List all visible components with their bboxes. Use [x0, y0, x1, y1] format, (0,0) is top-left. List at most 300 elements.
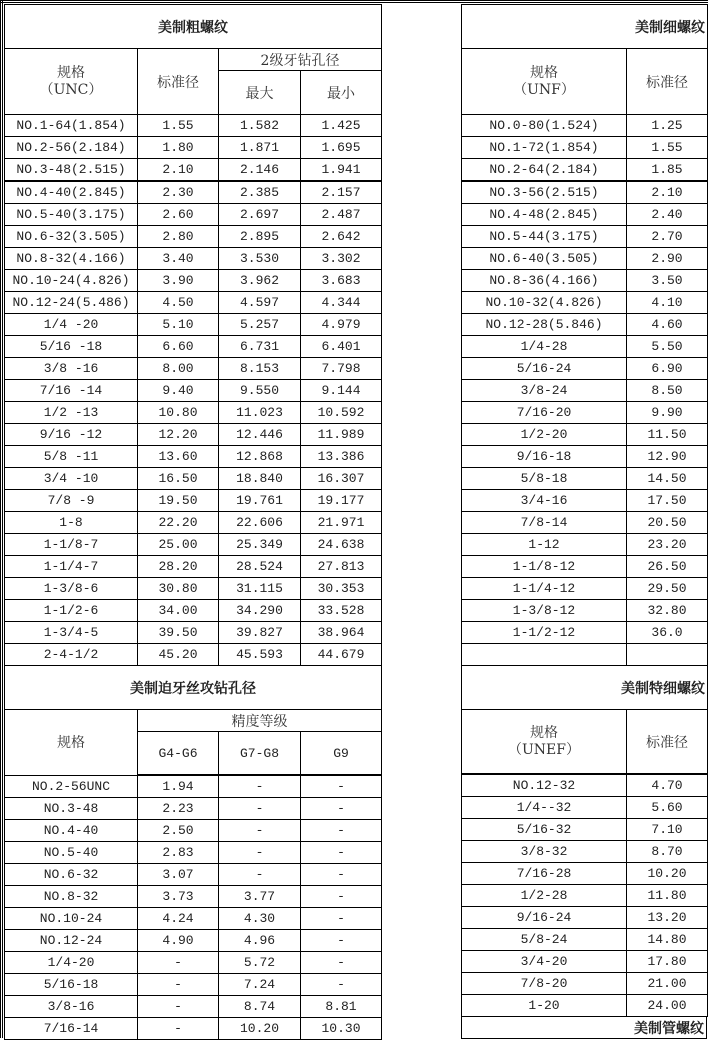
unf-table-row [462, 137, 708, 159]
unef-cell: 1/2-28 [462, 885, 627, 907]
unf-cell: NO.3-56(2.515) [462, 181, 627, 204]
tap-cell: 3.73 [138, 886, 219, 908]
tap-cell: 1/4-20 [5, 952, 138, 974]
unf-cell: NO.5-44(3.175) [462, 226, 627, 248]
unc-cell: 1-3/4-5 [5, 622, 138, 644]
unef-cell: 1/4--32 [462, 797, 627, 819]
unc-max-header: 最大 [219, 71, 301, 115]
unf-cell: 1-1/8-12 [462, 556, 627, 578]
unf-cell: 17.50 [627, 490, 708, 512]
unf-table-row [462, 226, 708, 248]
tap-table-row [5, 974, 382, 996]
unc-cell: 1-8 [5, 512, 138, 534]
unef-table-row [462, 951, 708, 973]
unc-cell: 2.80 [138, 226, 219, 248]
unf-cell: 29.50 [627, 578, 708, 600]
unc-cell: 1-1/4-7 [5, 556, 138, 578]
unc-cell: 2.642 [301, 226, 382, 248]
tap-cell: - [301, 952, 382, 974]
unef-cell: 3/8-32 [462, 841, 627, 863]
tap-cell: NO.12-24 [5, 930, 138, 952]
unc-cell: NO.8-32(4.166) [5, 248, 138, 270]
unc-cell: 1.871 [219, 137, 301, 159]
tap-cell: - [301, 775, 382, 798]
tap-cell: - [219, 864, 301, 886]
unc-cell: 3/8 -16 [5, 358, 138, 380]
tap-cell: 10.20 [219, 1018, 301, 1040]
unc-cell: 4.979 [301, 314, 382, 336]
tap-cell: 2.23 [138, 798, 219, 820]
unc-cell: NO.1-64(1.854) [5, 115, 138, 137]
unc-cell: 30.80 [138, 578, 219, 600]
tap-grade-header: 精度等级 [138, 710, 382, 732]
unf-cell [462, 644, 627, 666]
tap-cell: 3/8-16 [5, 996, 138, 1018]
unf-cell: 1.25 [627, 115, 708, 137]
unf-table-row [462, 358, 708, 380]
unc-cell: 34.00 [138, 600, 219, 622]
unc-cell: 3.90 [138, 270, 219, 292]
tap-table-row [5, 886, 382, 908]
unef-table-row [462, 841, 708, 863]
unf-cell: 4.10 [627, 292, 708, 314]
tap-cell: 7/16-14 [5, 1018, 138, 1040]
unf-table [461, 4, 708, 666]
unef-table-row [462, 863, 708, 885]
unf-table-row [462, 512, 708, 534]
unc-table-row [5, 292, 382, 314]
tap-cell: 3.77 [219, 886, 301, 908]
unf-cell: 1-3/8-12 [462, 600, 627, 622]
unef-cell: NO.12-32 [462, 774, 627, 797]
tap-g9-header: G9 [301, 732, 382, 776]
unc-cell: 2.385 [219, 181, 301, 204]
unc-cell: 3/4 -10 [5, 468, 138, 490]
unc-table-row [5, 600, 382, 622]
tap-cell: - [138, 974, 219, 996]
unf-table-row [462, 424, 708, 446]
tap-table-row [5, 842, 382, 864]
unef-table-row [462, 929, 708, 951]
unef-table-row [462, 797, 708, 819]
unf-cell: 2.90 [627, 248, 708, 270]
tap-cell: NO.5-40 [5, 842, 138, 864]
unc-cell: 3.530 [219, 248, 301, 270]
unf-table-row [462, 204, 708, 226]
unf-table-row [462, 622, 708, 644]
tap-cell: - [301, 842, 382, 864]
tap-cell: 2.83 [138, 842, 219, 864]
unc-cell: 19.50 [138, 490, 219, 512]
unc-std-header: 标准径 [138, 49, 219, 115]
tap-cell: 1.94 [138, 775, 219, 798]
unc-table-row [5, 512, 382, 534]
unc-table-row [5, 578, 382, 600]
unf-cell: NO.8-36(4.166) [462, 270, 627, 292]
unc-title: 美制粗螺纹 [5, 5, 382, 49]
unc-cell: NO.3-48(2.515) [5, 159, 138, 182]
unc-table-row [5, 380, 382, 402]
unef-table-row [462, 973, 708, 995]
unef-cell: 3/4-20 [462, 951, 627, 973]
unf-table-row [462, 402, 708, 424]
unf-table-row [462, 270, 708, 292]
unf-table-block [461, 4, 708, 1039]
unc-cell: 19.177 [301, 490, 382, 512]
unc-cell: 2.895 [219, 226, 301, 248]
unf-cell: 9.90 [627, 402, 708, 424]
unc-cell: 45.20 [138, 644, 219, 666]
unc-table-row [5, 468, 382, 490]
tap-cell: - [219, 842, 301, 864]
unc-cell: 5.10 [138, 314, 219, 336]
unf-table-row [462, 115, 708, 137]
unc-cell: 39.827 [219, 622, 301, 644]
unf-table-row [462, 534, 708, 556]
tap-cell: - [301, 798, 382, 820]
unf-cell: NO.6-40(3.505) [462, 248, 627, 270]
tap-table-row [5, 996, 382, 1018]
unc-cell: 33.528 [301, 600, 382, 622]
unc-cell: 7/8 -9 [5, 490, 138, 512]
tap-cell: NO.2-56UNC [5, 775, 138, 798]
unc-cell: 28.524 [219, 556, 301, 578]
tap-table [4, 665, 382, 1040]
tap-table-row [5, 798, 382, 820]
tap-cell: - [219, 798, 301, 820]
unf-cell [627, 644, 708, 666]
unc-cell: 30.353 [301, 578, 382, 600]
unef-spec-header: 规格 （UNEF） [462, 710, 627, 775]
tap-cell: 3.07 [138, 864, 219, 886]
unc-table-row [5, 358, 382, 380]
tap-cell: NO.4-40 [5, 820, 138, 842]
unf-cell: 36.0 [627, 622, 708, 644]
unf-cell: 3/4-16 [462, 490, 627, 512]
unef-cell: 5/16-32 [462, 819, 627, 841]
unc-cell: 12.20 [138, 424, 219, 446]
unc-cell: 22.20 [138, 512, 219, 534]
tap-cell: - [219, 820, 301, 842]
unc-table-row [5, 226, 382, 248]
unc-cell: 25.349 [219, 534, 301, 556]
pipe-table [461, 1016, 707, 1039]
tap-table-row [5, 864, 382, 886]
unc-cell: 1.80 [138, 137, 219, 159]
unf-cell: 1/4-28 [462, 336, 627, 358]
unc-cell: 28.20 [138, 556, 219, 578]
unc-table-row [5, 424, 382, 446]
unc-cell: 2.30 [138, 181, 219, 204]
unc-drill-header: 2级牙钻孔径 [219, 49, 382, 71]
unf-cell: 1-1/4-12 [462, 578, 627, 600]
unf-table-row [462, 446, 708, 468]
unc-cell: 6.60 [138, 336, 219, 358]
unc-cell: 21.971 [301, 512, 382, 534]
unc-cell: 9.550 [219, 380, 301, 402]
unc-cell: 13.60 [138, 446, 219, 468]
unc-cell: NO.6-32(3.505) [5, 226, 138, 248]
unc-cell: 2.697 [219, 204, 301, 226]
unc-cell: 3.40 [138, 248, 219, 270]
tap-cell: NO.8-32 [5, 886, 138, 908]
unf-cell: 14.50 [627, 468, 708, 490]
unc-cell: NO.5-40(3.175) [5, 204, 138, 226]
unf-table-row [462, 336, 708, 358]
unc-table-row [5, 270, 382, 292]
tap-cell: - [219, 775, 301, 798]
unc-cell: 5.257 [219, 314, 301, 336]
unef-cell: 14.80 [627, 929, 708, 951]
unc-table-row [5, 159, 382, 182]
tap-cell: - [301, 864, 382, 886]
tap-cell: 4.24 [138, 908, 219, 930]
unc-cell: 1-1/8-7 [5, 534, 138, 556]
unc-cell: 39.50 [138, 622, 219, 644]
unf-table-row [462, 490, 708, 512]
tap-g4-g6-header: G4-G6 [138, 732, 219, 776]
unc-cell: 11.989 [301, 424, 382, 446]
unef-cell: 5/8-24 [462, 929, 627, 951]
tap-cell: 10.30 [301, 1018, 382, 1040]
tap-cell: - [301, 930, 382, 952]
sheet-left-border [0, 0, 3, 1038]
unf-cell: 2.40 [627, 204, 708, 226]
unf-table-row [462, 248, 708, 270]
unc-cell: 34.290 [219, 600, 301, 622]
unf-cell: 32.80 [627, 600, 708, 622]
unf-cell: 2.10 [627, 181, 708, 204]
unf-cell: 11.50 [627, 424, 708, 446]
unc-cell: 5/8 -11 [5, 446, 138, 468]
unf-table-row [462, 600, 708, 622]
sheet-top-border [0, 0, 708, 3]
unf-cell: NO.2-64(2.184) [462, 159, 627, 182]
unc-table-row [5, 181, 382, 204]
tap-table-row [5, 930, 382, 952]
unf-cell: 1.55 [627, 137, 708, 159]
unc-cell: 16.50 [138, 468, 219, 490]
unef-cell: 13.20 [627, 907, 708, 929]
unc-cell: 1.582 [219, 115, 301, 137]
unc-table-row [5, 446, 382, 468]
unc-cell: 5/16 -18 [5, 336, 138, 358]
unf-cell: 1/2-20 [462, 424, 627, 446]
tap-cell: 4.30 [219, 908, 301, 930]
tap-cell: NO.6-32 [5, 864, 138, 886]
tap-table-row [5, 908, 382, 930]
unf-cell: 1-12 [462, 534, 627, 556]
unc-cell: 31.115 [219, 578, 301, 600]
unf-table-row [462, 644, 708, 666]
tap-cell: - [301, 886, 382, 908]
unf-table-row [462, 292, 708, 314]
unf-table-row [462, 556, 708, 578]
unc-cell: 7.798 [301, 358, 382, 380]
unc-cell: 4.344 [301, 292, 382, 314]
unc-table-row [5, 248, 382, 270]
unef-table-row [462, 995, 708, 1017]
unc-cell: 3.683 [301, 270, 382, 292]
unef-cell: 11.80 [627, 885, 708, 907]
unf-cell: 2.70 [627, 226, 708, 248]
unc-table-row [5, 204, 382, 226]
unc-cell: 3.302 [301, 248, 382, 270]
unc-cell: 1.425 [301, 115, 382, 137]
unc-cell: 8.153 [219, 358, 301, 380]
unef-std-header: 标准径 [627, 710, 708, 775]
unf-cell: 9/16-18 [462, 446, 627, 468]
unc-table-row [5, 137, 382, 159]
unf-cell: 23.20 [627, 534, 708, 556]
tap-table-row [5, 820, 382, 842]
tap-title: 美制迫牙丝攻钻孔径 [5, 666, 382, 710]
unf-cell: 8.50 [627, 380, 708, 402]
unc-table-row [5, 402, 382, 424]
unef-cell: 24.00 [627, 995, 708, 1017]
tap-table-row [5, 952, 382, 974]
tap-cell: NO.3-48 [5, 798, 138, 820]
unf-cell: 4.60 [627, 314, 708, 336]
unc-cell: 13.386 [301, 446, 382, 468]
tap-spec-header: 规格 [5, 710, 138, 776]
unef-cell: 17.80 [627, 951, 708, 973]
unef-table-row [462, 885, 708, 907]
unc-table-row [5, 534, 382, 556]
unf-cell: 1.85 [627, 159, 708, 182]
unc-table-row [5, 336, 382, 358]
unef-table-row [462, 774, 708, 797]
unc-cell: 9.144 [301, 380, 382, 402]
unc-cell: 18.840 [219, 468, 301, 490]
unc-cell: 7/16 -14 [5, 380, 138, 402]
unf-cell: NO.12-28(5.846) [462, 314, 627, 336]
unf-cell: 12.90 [627, 446, 708, 468]
unc-cell: 2.487 [301, 204, 382, 226]
unf-cell: 20.50 [627, 512, 708, 534]
unc-cell: 11.023 [219, 402, 301, 424]
tap-cell: - [138, 952, 219, 974]
unc-cell: 1/2 -13 [5, 402, 138, 424]
unef-cell: 21.00 [627, 973, 708, 995]
unf-table-row [462, 380, 708, 402]
unef-table-row [462, 819, 708, 841]
tap-table-row [5, 775, 382, 798]
tap-cell: 5.72 [219, 952, 301, 974]
unf-cell: 6.90 [627, 358, 708, 380]
tap-cell: 8.81 [301, 996, 382, 1018]
unf-cell: 3/8-24 [462, 380, 627, 402]
unef-cell: 10.20 [627, 863, 708, 885]
unc-cell: NO.12-24(5.486) [5, 292, 138, 314]
unf-table-row [462, 181, 708, 204]
unf-cell: NO.1-72(1.854) [462, 137, 627, 159]
unc-cell: 4.50 [138, 292, 219, 314]
unc-cell: NO.4-40(2.845) [5, 181, 138, 204]
tap-cell: - [301, 908, 382, 930]
unc-cell: 12.446 [219, 424, 301, 446]
unc-cell: 1.695 [301, 137, 382, 159]
unf-spec-header: 规格 （UNF） [462, 49, 627, 115]
unc-cell: 22.606 [219, 512, 301, 534]
unc-cell: 2.10 [138, 159, 219, 182]
unef-cell: 7.10 [627, 819, 708, 841]
unc-cell: 2-4-1/2 [5, 644, 138, 666]
unc-table-row [5, 490, 382, 512]
unc-table-row [5, 314, 382, 336]
unc-table [4, 4, 382, 666]
unc-cell: 6.731 [219, 336, 301, 358]
unc-cell: 1.941 [301, 159, 382, 182]
tap-cell: NO.10-24 [5, 908, 138, 930]
unc-cell: 24.638 [301, 534, 382, 556]
tap-cell: - [301, 974, 382, 996]
unf-cell: 5/16-24 [462, 358, 627, 380]
unc-cell: NO.10-24(4.826) [5, 270, 138, 292]
unef-cell: 7/8-20 [462, 973, 627, 995]
unf-table-row [462, 314, 708, 336]
unef-cell: 1-20 [462, 995, 627, 1017]
unc-cell: 9.40 [138, 380, 219, 402]
unc-cell: NO.2-56(2.184) [5, 137, 138, 159]
tap-table-row [5, 1018, 382, 1040]
unc-table-block [4, 4, 382, 1040]
unef-cell: 5.60 [627, 797, 708, 819]
unc-cell: 38.964 [301, 622, 382, 644]
unf-cell: 5.50 [627, 336, 708, 358]
unc-cell: 1-1/2-6 [5, 600, 138, 622]
tap-cell: - [301, 820, 382, 842]
unc-cell: 25.00 [138, 534, 219, 556]
unc-cell: 1-3/8-6 [5, 578, 138, 600]
unf-cell: NO.0-80(1.524) [462, 115, 627, 137]
unc-table-row [5, 115, 382, 137]
unf-title: 美制细螺纹 [462, 5, 708, 49]
unc-table-row [5, 622, 382, 644]
unc-cell: 27.813 [301, 556, 382, 578]
unc-cell: 6.401 [301, 336, 382, 358]
unef-cell: 9/16-24 [462, 907, 627, 929]
tap-cell: 5/16-18 [5, 974, 138, 996]
unf-std-header: 标准径 [627, 49, 708, 115]
unc-cell: 2.157 [301, 181, 382, 204]
unc-cell: 8.00 [138, 358, 219, 380]
unef-title: 美制特细螺纹 [462, 666, 708, 710]
tap-cell: 8.74 [219, 996, 301, 1018]
unc-min-header: 最小 [301, 71, 382, 115]
unc-cell: 1.55 [138, 115, 219, 137]
unc-cell: 44.679 [301, 644, 382, 666]
unf-cell: 26.50 [627, 556, 708, 578]
unc-cell: 2.146 [219, 159, 301, 182]
unc-table-row [5, 556, 382, 578]
unf-cell: 3.50 [627, 270, 708, 292]
unc-cell: 1/4 -20 [5, 314, 138, 336]
unc-table-row [5, 644, 382, 666]
tap-cell: 4.90 [138, 930, 219, 952]
tap-g7-g8-header: G7-G8 [219, 732, 301, 776]
unc-cell: 19.761 [219, 490, 301, 512]
tap-cell: 2.50 [138, 820, 219, 842]
unc-cell: 45.593 [219, 644, 301, 666]
unf-table-row [462, 159, 708, 182]
unc-cell: 16.307 [301, 468, 382, 490]
unc-cell: 3.962 [219, 270, 301, 292]
unc-cell: 10.80 [138, 402, 219, 424]
unef-cell: 8.70 [627, 841, 708, 863]
unf-cell: NO.10-32(4.826) [462, 292, 627, 314]
unc-cell: 10.592 [301, 402, 382, 424]
